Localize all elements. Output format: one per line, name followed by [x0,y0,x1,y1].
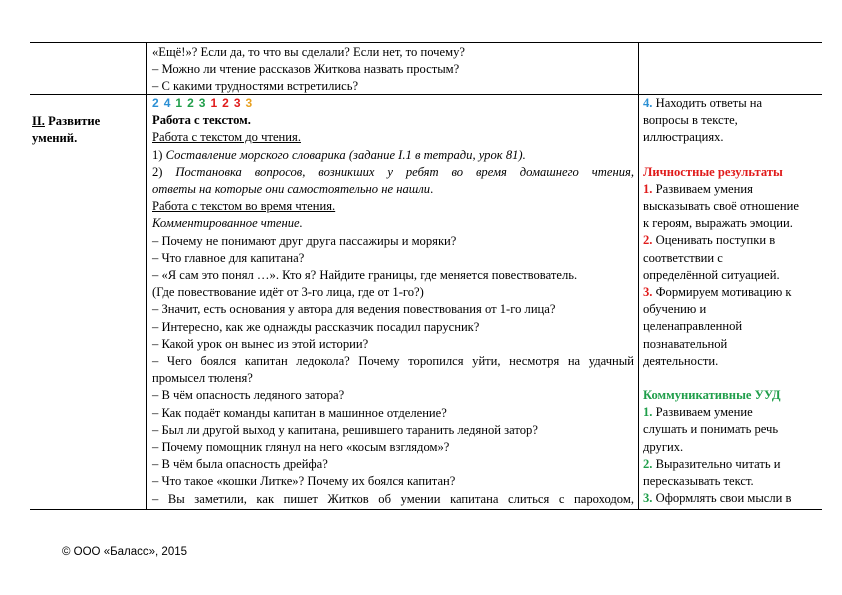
mark: 1 [175,96,183,110]
lesson-table [30,42,822,509]
mark: 3 [198,96,206,110]
item-number: 1. [643,405,653,420]
table-bottom-border [30,509,822,510]
mark: 2 [222,96,229,110]
item-text: Развиваем умения [655,181,753,196]
question-line: – Какой урок он вынес из этой истории? [152,336,369,351]
task-number: 1) [152,147,163,162]
text-line: – Можно ли чтение рассказов Житкова назвать простым? [152,62,460,77]
text-line: «Ещё!»? Если да, то что вы сделали? Если нет, то почему? [152,45,465,59]
result-item [643,284,819,301]
task-text: ответы на которые они самостоятельно не нашли [152,182,431,197]
task-2-line-1 [152,164,634,181]
text-line: – С какими трудностями встретились? [152,79,359,94]
results-cell [643,95,819,507]
result-item [643,181,819,198]
table-top-border [30,42,822,43]
result-item [643,456,819,473]
result-item [643,95,819,112]
mark: 2 [152,96,159,110]
item-number: 4. [643,96,653,110]
personal-results-heading: Личностные результаты [643,164,783,179]
question-line: – Значит, есть основания у автора для ведения повествования от 1-го лица? [152,302,556,317]
question-line: – Что такое «кошки Литке»? Почему их боялся капитан? [152,474,456,489]
during-reading-heading: Работа с текстом во время чтения. [152,199,336,214]
task-number: 2) [152,164,163,179]
question-line: – Был ли другой выход у капитана, решившего таранить ледяной затор? [152,422,538,437]
stage-cell [32,113,100,147]
item-text: иллюстрациях. [643,130,724,145]
question-line: – «Я сам это понял …». Кто я? Найдите границы, где меняется повествователь. [152,268,578,283]
stage-numeral: II. [32,114,45,128]
mark: 4 [163,96,171,110]
item-number: 3. [643,491,653,506]
item-text: высказывать своё отношение [643,199,799,214]
col-divider-1 [146,42,147,509]
stage-title-1: Развитие [48,114,101,128]
item-text: Развиваем умение [655,405,753,420]
item-text: Оформлять свои мысли в [655,491,792,506]
mark: 3 [245,96,253,110]
item-text: Формируем мотивацию к [655,285,792,300]
item-text: вопросы в тексте, [643,113,738,128]
question-line: – Почему не понимают друг друга пассажиры и моряки? [152,233,457,248]
question-line: – Как подаёт команды капитан в машинное отделение? [152,405,447,420]
section-heading: Работа с текстом. [152,113,251,128]
copyright-footer: © ООО «Баласс», 2015 [62,546,188,558]
result-item [643,404,819,421]
result-item [643,490,819,507]
item-text: соответствии с [643,250,723,265]
item-text: к героям, выражать эмоции. [643,216,793,231]
skill-marks [152,95,634,112]
stage-title-2: умений. [32,131,78,146]
mark: 2 [187,96,194,110]
result-item [643,232,819,249]
item-number: 1. [643,181,653,196]
item-text: познавательной [643,336,728,351]
task-text: Составление морского словарика (задание I.1 в тетради, урок 81). [165,147,526,162]
item-text: Выразительно читать и [655,456,781,471]
communicative-heading: Коммуникативные УУД [643,388,781,403]
col-divider-2 [638,42,639,509]
item-number: 2. [643,456,653,471]
task-1 [152,147,634,164]
question-line: (Где повествование идёт от 3-го лица, где от 1-го?) [152,285,424,300]
item-text: обучению и [643,302,707,317]
question-line: – Интересно, как же однажды рассказчик посадил парусник? [152,319,480,334]
item-text: Находить ответы на [655,96,763,110]
question-line: – Почему помощник глянул на него «косым взглядом»? [152,440,450,455]
item-text: определённой ситуацией. [643,267,780,282]
content-cell [152,95,634,508]
item-text: деятельности. [643,353,719,368]
item-text: целенаправленной [643,319,743,334]
question-line: – В чём была опасность дрейфа? [152,457,328,472]
task-text: Постановка вопросов, возникших у ребят во время домашнего чтения, [175,164,634,179]
question-line: – В чём опасность ледяного затора? [152,388,345,403]
question-line: – Вы заметили, как пишет Житков об умении капитана слиться с пароходом, [152,491,634,506]
question-line: – Что главное для капитана? [152,250,305,265]
mark: 1 [210,96,218,110]
item-number: 2. [643,233,653,248]
top-row-text [152,44,465,96]
commented-reading: Комментированное чтение. [152,216,303,231]
task-2-line-2 [152,181,634,198]
task-dot: . [430,182,434,197]
item-text: пересказывать текст. [643,474,754,489]
question-line: промысел тюленя? [152,371,253,386]
item-text: Оценивать поступки в [655,233,776,248]
item-text: других. [643,439,684,454]
item-text: слушать и понимать речь [643,422,779,437]
item-number: 3. [643,285,653,300]
question-line: – Чего боялся капитан ледокола? Почему торопился уйти, несмотря на удачный [152,354,634,369]
mark: 3 [233,96,241,110]
before-reading-heading: Работа с текстом до чтения. [152,130,301,145]
